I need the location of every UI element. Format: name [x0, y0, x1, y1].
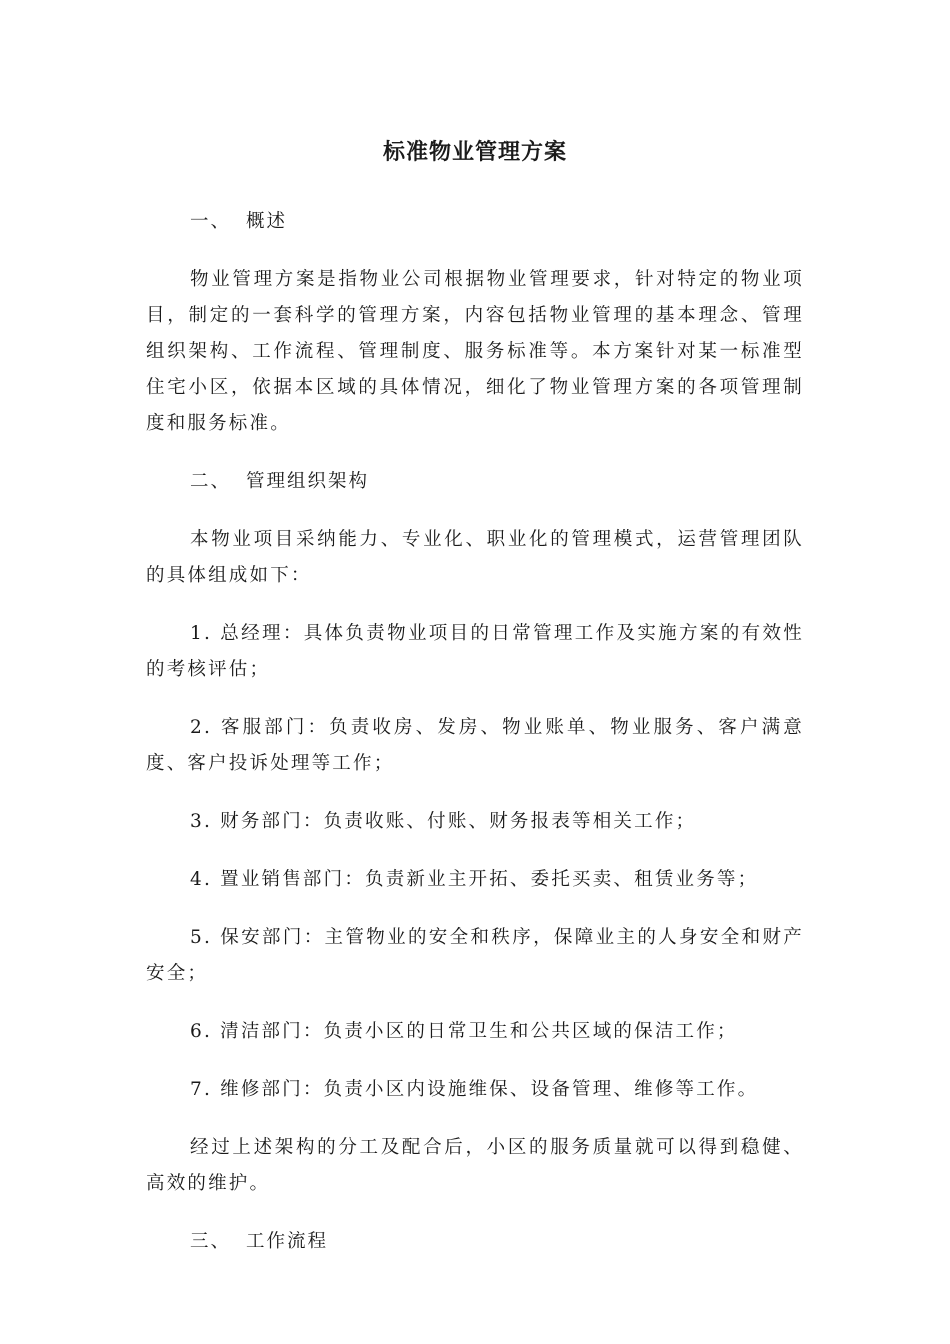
section-number: 二、 — [190, 471, 232, 492]
list-item-finance: 3. 财务部门：负责收账、付账、财务报表等相关工作； — [190, 811, 697, 832]
section-title: 管理组织架构 — [246, 471, 370, 492]
list-item-sales: 4. 置业销售部门：负责新业主开拓、委托买卖、租赁业务等； — [190, 869, 759, 890]
document-body — [146, 204, 804, 1282]
paragraph-overview: 物业管理方案是指物业公司根据物业管理要求，针对特定的物业项目，制定的一套科学的管理方案，内容包括物业管理的基本理念、管理组织架构、工作流程、管理制度、服务标准等。本方案针对某一标准型住宅小区，依据本区域的具体情况，细化了物业管理方案的各项管理制度和服务标准。 — [146, 269, 804, 434]
section-number: 一、 — [190, 211, 232, 232]
list-item-general-manager: 1. 总经理：具体负责物业项目的日常管理工作及实施方案的有效性的考核评估； — [146, 623, 804, 680]
section-title: 工作流程 — [246, 1231, 329, 1252]
list-item-security: 5. 保安部门：主管物业的安全和秩序，保障业主的人身安全和财产安全； — [146, 927, 804, 984]
paragraph-organization-summary: 经过上述架构的分工及配合后，小区的服务质量就可以得到稳健、高效的维护。 — [146, 1137, 804, 1194]
list-item-maintenance: 7. 维修部门：负责小区内设施维保、设备管理、维修等工作。 — [190, 1079, 759, 1100]
section-heading-workflow — [146, 1224, 804, 1260]
section-heading-organization — [146, 464, 804, 500]
section-title: 概述 — [246, 211, 288, 232]
list-item-customer-service: 2. 客服部门：负责收房、发房、物业账单、物业服务、客户满意度、客户投诉处理等工作； — [146, 717, 804, 774]
paragraph-organization-intro: 本物业项目采纳能力、专业化、职业化的管理模式，运营管理团队的具体组成如下： — [146, 529, 804, 586]
list-item-cleaning: 6. 清洁部门：负责小区的日常卫生和公共区域的保洁工作； — [190, 1021, 738, 1042]
section-number: 三、 — [190, 1231, 232, 1252]
document-title: 标准物业管理方案 — [382, 140, 567, 165]
section-heading-overview — [146, 204, 804, 240]
